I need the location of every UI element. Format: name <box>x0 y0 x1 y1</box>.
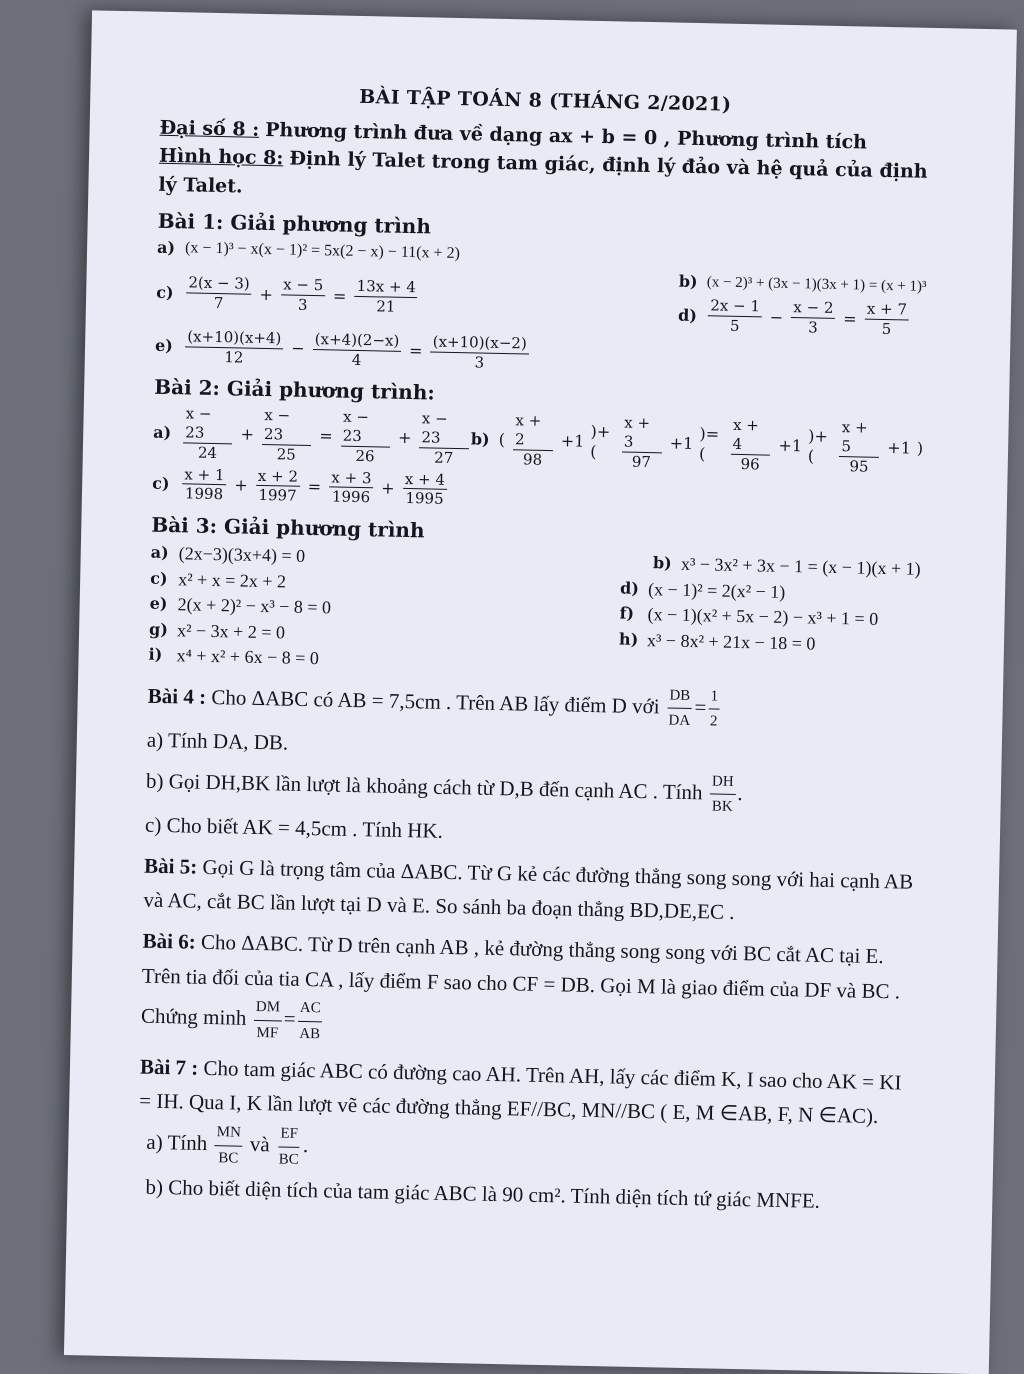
fraction: $\frac{x + 3}{97}$ <box>621 414 662 472</box>
fraction: $\frac{x - 2}{3}$ <box>791 298 836 337</box>
bai6-label: Bài 6: <box>142 928 196 954</box>
bai5-text: Gọi G là trọng tâm của ΔABC. Từ G kẻ các đường thẳng song song với hai cạnh AB và AC, cắt BC lần lượt tại D và E. So sánh ba đoạn thẳng BD,DE,EC . <box>143 854 914 925</box>
fraction: $\frac{13x + 4}{21}$ <box>354 277 418 317</box>
bai1-row-ab: a) (x − 1)³ − x(x − 1)² = 5x(2 − x) − 11(x + 2) <box>156 237 461 263</box>
bai1-heading: Bài 1: Giải phương trình <box>157 208 432 239</box>
fraction: $\frac{(x+10)(x+4)}{12}$ <box>185 327 284 368</box>
bai6-text: Cho ΔABC. Từ D trên cạnh AB , kẻ đường thẳng song song với BC cắt AC tại E. Trên tia đối của tia CA , lấy điểm F sao cho CF = DB. Gọi M là giao điểm của DF và BC . Chứng minh <box>140 929 901 1031</box>
fraction: $\frac{(x+10)(x-2)}{3}$ <box>430 332 529 373</box>
intro <box>158 114 930 216</box>
fraction: $\frac{x + 7}{5}$ <box>864 300 909 339</box>
bai7-label: Bài 7 : <box>139 1054 199 1080</box>
hinhhoc-label: Hình học 8: <box>158 145 284 170</box>
fraction: $\frac{(x+4)(2-x)}{4}$ <box>312 330 401 370</box>
hinhhoc-text: Định lý Talet trong tam giác, định lý đảo và hệ quả của định lý Talet. <box>158 147 928 198</box>
bai3-c: x² + x = 2x + 2 <box>178 568 287 591</box>
bai3-a: (2x−3)(3x+4) = 0 <box>178 543 306 566</box>
bai4-b: b) Gọi DH,BK lần lượt là khoảng cách từ D,B đến cạnh AC . Tính <box>145 768 703 804</box>
bai3-b: x³ − 3x² + 3x − 1 = (x − 1)(x + 1) <box>680 553 921 579</box>
fraction: $\frac{x - 5}{3}$ <box>281 276 326 315</box>
fraction: $\frac{x - 23}{26}$ <box>340 408 391 466</box>
worksheet-paper <box>64 10 1017 1374</box>
bai2-heading: Bài 2: Giải phương trình: <box>153 374 436 405</box>
fraction: $\frac{x - 23}{24}$ <box>183 405 234 463</box>
daiso-text: Phương trình đưa về dạng ax + b = 0 , Phương trình tích <box>265 118 868 154</box>
bai2-row-ab: a) $\frac{x - 23}{24}$ + $\frac{x - 23}{25}$ = $\frac{x - 23}{26}$ + $\frac{x - 23}{27}$ b) ( $\frac{x + 2}{98}$ +1 )+( $\frac{x + 3}{97}$ +1 )=( $\frac{x + 4}{96}$ +1 )+( $\frac{x + 5}{95}$ +1 ) <box>153 404 924 476</box>
fraction: $\frac{x + 1}{1998}$ <box>182 465 227 504</box>
fraction: $\frac{x + 4}{96}$ <box>730 416 771 474</box>
bai3-i: x⁴ + x² + 6x − 8 = 0 <box>176 645 320 669</box>
fraction: $\frac{2x - 1}{5}$ <box>708 297 762 337</box>
fraction: $\frac{x + 2}{1997}$ <box>255 466 300 505</box>
bai4-text: Cho ΔABC có AB = 7,5cm . Trên AB lấy điểm D với <box>211 684 660 718</box>
bai7-text: Cho tam giác ABC có đường cao AH. Trên AH, lấy các điểm K, I sao cho AK = KI = IH. Qua I, K lần lượt vẽ các đường thẳng EF//BC, MN//BC ( E, M ∈AB, F, N ∈AC). <box>139 1055 902 1129</box>
worksheet-content: BÀI TẬP TOÁN 8 (THÁNG 2/2021) Đại số 8 : Phương trình đưa về dạng ax + b = 0 , Phương trình tích Hình học 8: Định lý Talet trong tam giác, định lý đảo và hệ quả của định lý Talet. Bài 1: Giải phương trình a) (x − 1)³ − x(x − 1)² = 5x(2 − x) − 11(x + 2) c) $\frac{2(x - 3)}{7}$ + $\frac{x - 5}{3}$ = $\frac{13x + 4}{21}$ b) (x − 2)³ + (3x − 1)(3x + 1) = (x + 1)³ d) $\frac{2x - 1}{5}$ − $\frac{x - 2}{3}$ = $\frac{x + 7}{5}$ e) $\frac{(x+10)(x+4)}{12}$ − $\frac{(x+4)(2-x)}{4}$ = $\frac{(x+10)(x-2)}{3}$ Bài 2: Giải phương trình: a) $\frac{x - 23}{24}$ + $\frac{x - 23}{25}$ = $\frac{x - 23}{26}$ + $\frac{x - 23}{27}$ b) ( $\frac{x + 2}{98}$ +1 )+( $\frac{x + 3}{97}$ +1 )=( $\frac{x + 4}{96}$ +1 )+( $\frac{x + 5}{95}$ +1 ) c) $\frac{x + 1}{1998}$ + $\frac{x + 2}{1997}$ = $\frac{x + 3}{1996}$ + $\frac{x + 4}{1995}$ Bài 3: Giải phương trình a) (2x−3)(3x+4) = 0 b) x³ − 3x² + 3x − 1 = (x − 1)(x + 1) c) x² + x = 2x + 2 d) (x − 1)² = 2(x² − 1) e) 2(x + 2)² − x³ − 8 = 0 f) (x − 1)(x² + 5x − 2) − x³ + 1 = 0 g) x² − 3x + 2 = 0 h) x³ − 8x² + 21x − 18 = 0 i) x⁴ + x² + 6x − 8 = 0 Bài 4 : Cho ΔABC có AB = 7,5cm . Trên AB lấy điểm D với $\frac{DB}{DA}$ = $\frac{1}{2}$ a) Tính DA, DB. b) Gọi DH,BK lần lượt là khoảng cách từ D,B đến cạnh AC . Tính $\frac{DH}{BK}$ . c) Cho biết AK = 4,5cm . Tính HK. Bài 5: Gọi G là trọng tâm của ΔABC. Từ G kẻ các đường thẳng song song với hai cạnh AB và AC, cắt BC lần lượt tại D và E. So sánh ba đoạn thẳng BD,DE,EC . Bài 6: Cho ΔABC. Từ D trên cạnh AB , kẻ đường thẳng song song với BC cắt AC tại E. Trên tia đối của tia CA , lấy điểm F sao cho CF = DB. Gọi M là giao điểm của DF và BC . Chứng minh $\frac{DM}{MF}$ = $\frac{AC}{AB}$ Bài 7 : Cho tam giác ABC có đường cao AH. Trên AH, lấy các điểm K, I sao cho AK = KI = IH. Qua I, K lần lượt vẽ các đường thẳng EF//BC, MN//BC ( E, M ∈AB, F, N ∈AC). a) Tính $\frac{MN}{BC}$ và $\frac{EF}{BC}$ . b) Cho biết diện tích của tam giác ABC là 90 cm². Tính diện tích tứ giác MNFE. <box>137 82 930 1220</box>
bai6: Bài 6: Cho ΔABC. Từ D trên cạnh AB , kẻ đường thẳng song song với BC cắt AC tại E. Trên tia đối của tia CA , lấy điểm F sao cho CF = DB. Gọi M là giao điểm của DF và BC . Chứng minh $\frac{DM}{MF}$ = $\frac{AC}{AB}$ <box>140 928 901 1043</box>
bai1-row-e: e) $\frac{(x+10)(x+4)}{12}$ − $\frac{(x+4)(2-x)}{4}$ = $\frac{(x+10)(x-2)}{3}$ <box>154 327 528 372</box>
fraction: $\frac{x + 4}{1995}$ <box>402 469 447 508</box>
fraction: $\frac{x + 3}{1996}$ <box>329 468 374 507</box>
bai3-e: 2(x + 2)² − x³ − 8 = 0 <box>177 594 332 618</box>
bai3-heading: Bài 3: Giải phương trình <box>151 512 425 543</box>
bai2-row-c: c) $\frac{x + 1}{1998}$ + $\frac{x + 2}{1997}$ = $\frac{x + 3}{1996}$ + $\frac{x + 4}{1995}$ <box>152 464 446 509</box>
bai3-f: (x − 1)(x² + 5x − 2) − x³ + 1 = 0 <box>647 604 879 629</box>
fraction: $\frac{x - 23}{27}$ <box>419 410 470 468</box>
bai4-label: Bài 4 : <box>147 683 207 709</box>
daiso-label: Đại số 8 : <box>159 116 260 141</box>
fraction: $\frac{x + 2}{98}$ <box>512 411 553 469</box>
bai4-c: c) Cho biết AK = 4,5cm . Tính HK. <box>144 812 444 843</box>
bai1-row-cb: c) $\frac{2(x - 3)}{7}$ + $\frac{x - 5}{3}$ = $\frac{13x + 4}{21}$ b) (x − 2)³ + (3x − 1)(3x + 1) = (x + 1)³ d) $\frac{2x - 1}{5}$ − $\frac{x - 2}{3}$ = $\frac{x + 7}{5}$ <box>156 271 927 339</box>
bai3-h: x³ − 8x² + 21x − 18 = 0 <box>646 629 816 654</box>
bai3-g: x² − 3x + 2 = 0 <box>176 619 286 642</box>
page-title: BÀI TẬP TOÁN 8 (THÁNG 2/2021) <box>359 85 732 116</box>
bai7-a: a) Tính <box>146 1129 208 1156</box>
bai7-b: b) Cho biết diện tích của tam giác ABC là 90 cm². Tính diện tích tứ giác MNFE. <box>145 1174 821 1213</box>
bai1-b: (x − 2)³ + (3x − 1)(3x + 1) = (x + 1)³ <box>706 274 927 295</box>
fraction: $\frac{x + 5}{95}$ <box>839 418 880 476</box>
bai1-a: (x − 1)³ − x(x − 1)² = 5x(2 − x) − 11(x + 2) <box>184 239 461 263</box>
fraction: $\frac{x - 23}{25}$ <box>261 406 312 464</box>
bai4-a: a) Tính DA, DB. <box>146 727 289 755</box>
fraction: $\frac{2(x - 3)}{7}$ <box>186 274 252 314</box>
bai7: Bài 7 : Cho tam giác ABC có đường cao AH. Trên AH, lấy các điểm K, I sao cho AK = KI = IH. Qua I, K lần lượt vẽ các đường thẳng EF//BC, MN//BC ( E, M ∈AB, F, N ∈AC). a) Tính $\frac{MN}{BC}$ và $\frac{EF}{BC}$ . b) Cho biết diện tích của tam giác ABC là 90 cm². Tính diện tích tứ giác MNFE. <box>137 1049 910 1220</box>
bai5-label: Bài 5: <box>143 853 198 879</box>
bai4: Bài 4 : Cho ΔABC có AB = 7,5cm . Trên AB lấy điểm D với $\frac{DB}{DA}$ = $\frac{1}{2}$ a) Tính DA, DB. b) Gọi DH,BK lần lượt là khoảng cách từ D,B đến cạnh AC . Tính $\frac{DH}{BK}$ . c) Cho biết AK = 4,5cm . Tính HK. <box>145 672 918 858</box>
bai3-d: (x − 1)² = 2(x² − 1) <box>647 578 786 602</box>
bai5 <box>143 848 914 933</box>
